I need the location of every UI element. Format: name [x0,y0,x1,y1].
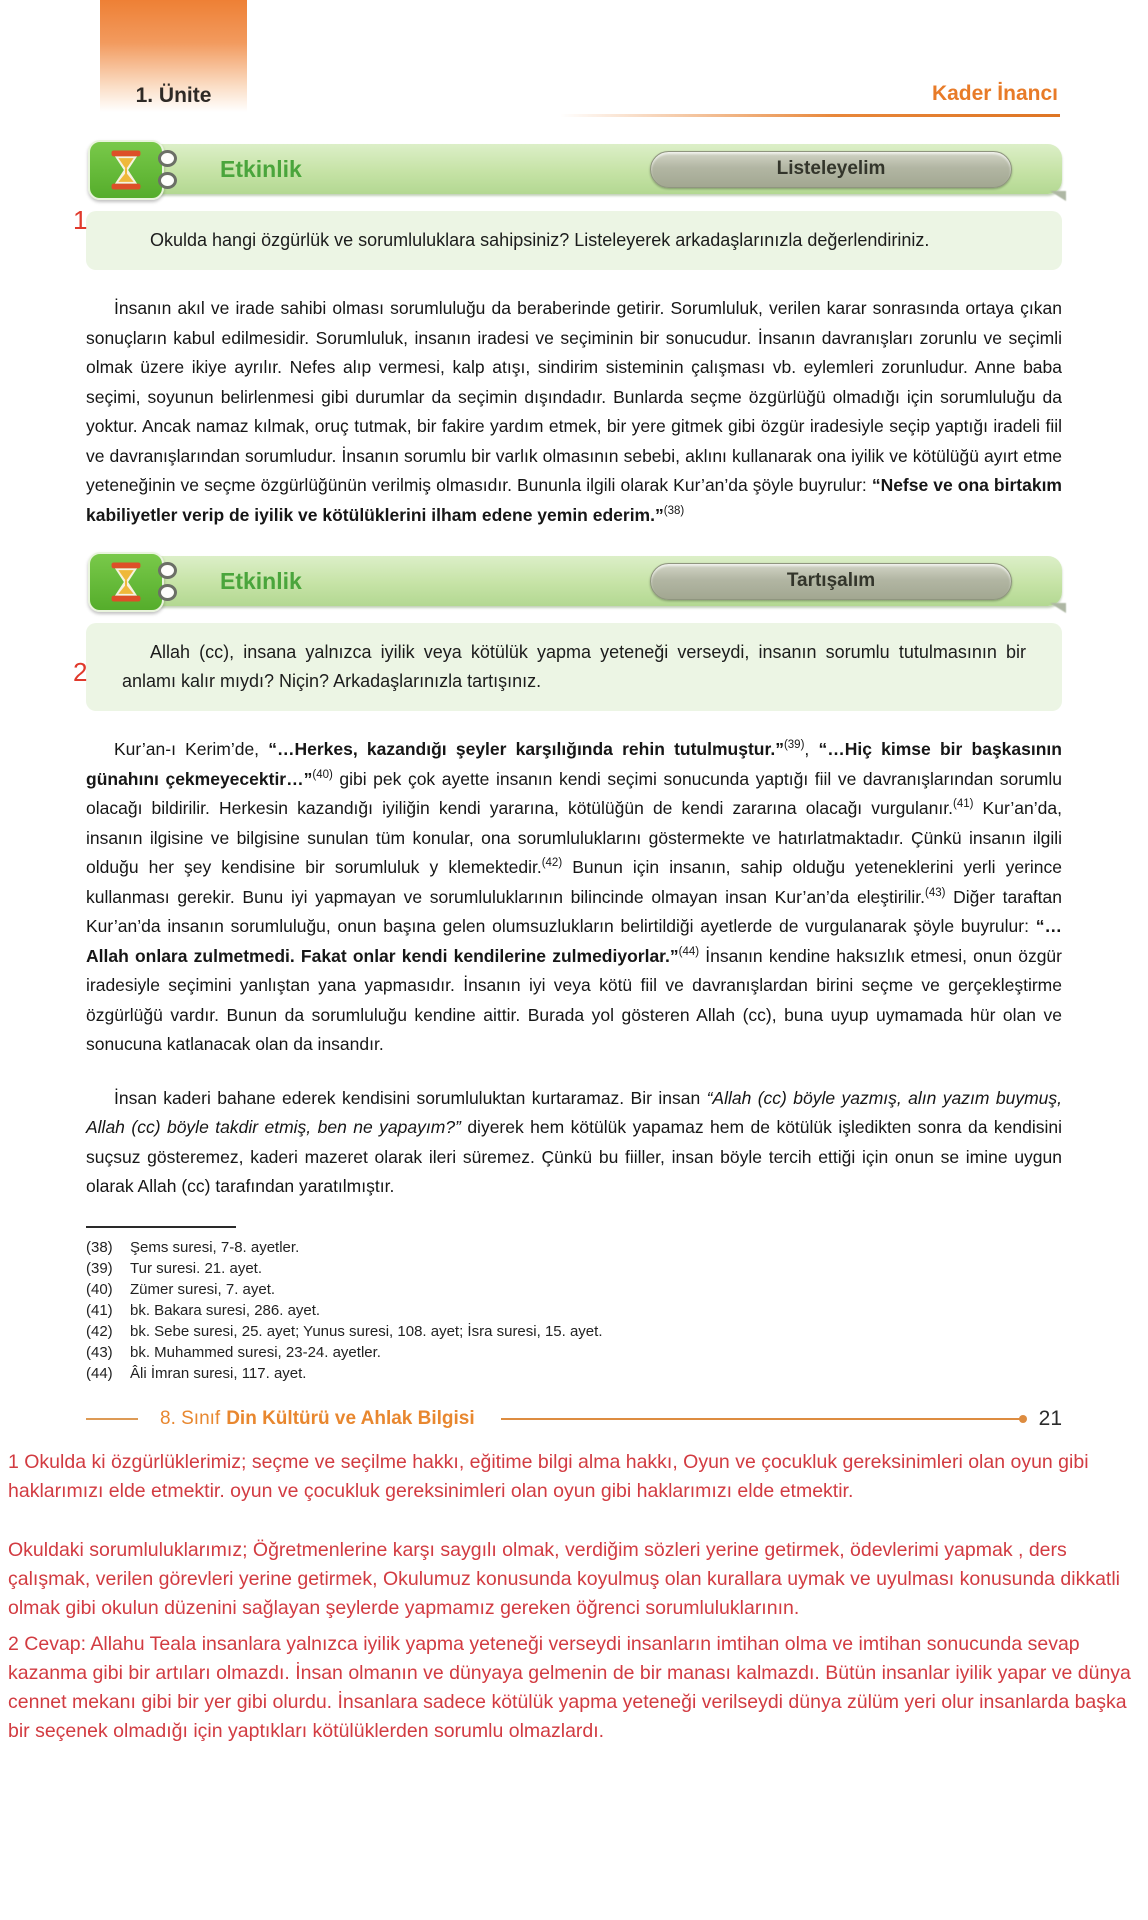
footnote-row [86,1237,1062,1258]
footnote-number: (42) [86,1322,113,1340]
binder-ring-icon [158,584,177,601]
binder-ring-icon [158,150,177,167]
footnote-row [86,1300,1062,1321]
body-paragraph-1: İnsanın akıl ve irade sahibi olması sorumluluğu da beraberinde getirir. Sorumluluk, verilen karar sonrasında ortaya çıkan sonuçların kabul edilmesidir. Sorumluluk, insanın iradesi ve seçiminin bir sonucudur. İnsanın davranışları zorunlu ve seçimli olmak üzere ikiye ayrılır. Nefes alıp vermesi, kalp atışı, sindirim sisteminin çalışması vb. eylemleri zorunludur. Anne baba seçimi, soyunun belirlenmesi gibi durumlar da seçimin dışındadır. Bunlarda seçme özgürlüğü olmadığı için sorumluluğu da yoktur. Ancak namaz kılmak, oruç tutmak, bir fakire yardım etmek, bir yere gitmek gibi özgür iradesiyle seçip yaptığı iradeli fiil ve davranışlarından sorumludur. İnsanın sorumlu bir varlık olmasının sebebi, aklını kullanarak ona iyilik ve kötülüğü ayırt etme yeteneğinin ve seçme özgürlüğünün verilmiş olmasıdır. Bununla ilgili olarak Kur’an’da şöyle buyrulur: “Nefse ve ona birtakım kabiliyetler verip de iyilik ve kötülüklerini ilham edene yemin ederim.”$^{(38)}$ [86,298,1062,525]
footnote-text: bk. Sebe suresi, 25. ayet; Yunus suresi, 108. ayet; İsra suresi, 15. ayet. [130,1322,603,1340]
footnote-row [86,1342,1062,1363]
footnote-text: Zümer suresi, 7. ayet. [130,1280,276,1298]
chapter-title: Kader İnancı [931,82,1058,105]
answer-block-3: 2 Cevap: Allahu Teala insanlara yalnızca iyilik yapma yeteneği verseydi insanların imtihan olma ve imtihan sonucunda sevap kazanma gibi bir artıları olmazdı. İnsan olmanın ve dünyaya gelmenin de bir manası kalmazdı. Bütün insanlar iyilik yapar ve dünya cennet mekanı gibi bir yer gibi olurdu. İnsanlara sadece kötülük yapma yeteneği verilseydi dünya zülüm yeri olur insanlarda başka bir seçenek olmadığı için yaptıkları kötülüklerden sorumlu olmazlardı. [8,1632,1131,1742]
footnote-text: bk. Muhammed suresi, 23-24. ayetler. [130,1343,381,1361]
footnote-number: (38) [86,1238,113,1256]
footer-grade: 8. Sınıf [160,1407,221,1429]
activity-2-button[interactable]: Tartışalım [650,563,1012,600]
footnote-list [86,1237,1062,1384]
footnote-row [86,1363,1062,1384]
footnote-number: (41) [86,1301,113,1319]
answer-block-2: Okuldaki sorumluluklarımız; Öğretmenlerine karşı saygılı olmak, verdiğim sözleri yerine getirmek, ödevlerimi yapmak , ders çalışmak, verilen görevleri yerine getirmek, Okulumuz konusunda koyulmuş olan kurallara uymak ve uyulması konusunda dikkatli olmak gibi okulun düzenini sağlayan şeylerde yapmamız gereken öğrenci sorumluluklarının. [8,1538,1121,1619]
activity-2-header [86,552,1062,610]
footnote-number: (44) [86,1364,113,1382]
activity-1-header [86,140,1062,198]
activity-2-bar [124,556,1062,606]
handwritten-answer-number-1: 1 [73,205,88,235]
footnote-number: (39) [86,1259,113,1277]
footer-rule-right [501,1418,1025,1420]
footnote-row [86,1279,1062,1300]
activity-1-question-text: Okulda hangi özgürlük ve sorumluluklara sahipsiniz? Listeleyerek arkadaşlarınızla değerlendiriniz. [150,230,930,250]
activity-1-label: Etkinlik [220,155,302,182]
footnote-divider [86,1226,236,1228]
footnote-row [86,1258,1062,1279]
activity-1-button[interactable]: Listeleyelim [650,151,1012,188]
handwritten-answer-number-2: 2 [73,657,88,687]
body-paragraph-2: Kur’an-ı Kerim’de, “…Herkes, kazandığı şeyler karşılığında rehin tutulmuştur.”$^{(39)}$, “…Hiç kimse bir başkasının günahını çekmeyecektir…”$^{(40)}$ gibi pek çok ayette insanın kendi seçimi sonucunda yaptığı fiil ve davranışlarından sorumlu olacağı bildirilir. Herkesin kazandığı iyiliğin kendi yararına, kötülüğün de kendi zararına olacağı vurgulanır.$^{(41)}$ Kur’an’da, insanın ilgisine ve bilgisine sunulan tüm konular, ona sorumluluklarını göstermekte ve hatırlatmaktadır. Çünkü insanın ilgili olduğu her şey kendisine bir sorumluluk y klemektedir.$^{(42)}$ Bunun için insanın, sahip olduğu yeteneklerini yerli yerince kullanması gerekir. Bunu iyi yapmayan ve sorumluluklarının bilincinde olmayan insan Kur’an’da eleştirilir.$^{(43)}$ Diğer taraftan Kur’an’da insanın sorumluluğu, onun başına gelen olumsuzlukların belirtildiği ayetlerde de vurgulanarak şöyle buyrulur: “…Allah onlara zulmetmedi. Fakat onlar kendi kendilerine zulmediyorlar.”$^{(44)}$ İnsanın kendine haksızlık etmesi, onun özgür iradesiyle seçimini yanlıştan yana yapmasıdır. İnsanın iyi veya kötü fiil ve davranışlardan birini seçme ve gerçekleştirme özgürlüğü vardır. Bunun da sorumluluğu kendine aittir. Burada yol gösteren Allah (cc), buna uyup uymamada hür olan ve sonucuna katlanacak olan da insandır. [86,739,1063,1054]
activity-1-bar [124,144,1062,194]
binder-ring-icon [158,562,177,579]
activity-2-label: Etkinlik [220,567,302,594]
footnote-number: (40) [86,1280,113,1298]
page-footer [86,1406,1062,1432]
footer-rule-left [86,1418,138,1420]
unit-label: 1. Ünite [135,84,212,107]
page-number: 21 [1038,1406,1062,1430]
page-content [73,0,1063,1432]
footnote-text: Şems suresi, 7-8. ayetler. [130,1238,300,1256]
footnote-row [86,1321,1062,1342]
activity-1-question-box [73,205,1062,270]
footnote-text: Tur suresi. 21. ayet. [130,1259,262,1277]
footnote-text: bk. Bakara suresi, 286. ayet. [130,1301,321,1319]
hourglass-icon [88,552,164,612]
activity-2-question-box [73,623,1062,711]
activity-2-question-text: Allah (cc), insana yalnızca iyilik veya kötülük yapma yeteneği verseydi, insanın sorumlu tutulmasının bir anlamı kalır mıydı? Niçin? Arkadaşlarınızla tartışınız. [122,642,1026,691]
footnote-number: (43) [86,1343,113,1361]
hourglass-icon [88,140,164,200]
footer-course-title: Din Kültürü ve Ahlak Bilgisi [226,1407,475,1429]
footnote-text: Âli İmran suresi, 117. ayet. [130,1364,307,1382]
binder-ring-icon [158,172,177,189]
answer-block-1: 1 Okulda ki özgürlüklerimiz; seçme ve seçilme hakkı, eğitime bilgi alma hakkı, Oyun ve çocukluk gereksinimleri olan oyun gibi haklarımızı elde etmektir. oyun ve çocukluk gereksinimleri olan oyun gibi haklarımızı elde etmektir. [8,1450,1089,1502]
body-paragraph-3: İnsan kaderi bahane ederek kendisini sorumluluktan kurtaramaz. Bir insan “Allah (cc) böyle yazmış, alın yazım buymuş, Allah (cc) böyle takdir etmiş, ben ne yapayım?” diyerek hem kötülük yapamaz hem de kötülük işledikten sonra da kendisini suçsuz gösteremez, kaderi mazeret olarak ileri süremez. Çünkü bu fiiller, insan böyle tercih ettiği için onun se imine uygun olarak Allah (cc) tarafından yaratılmıştır. [86,1087,1062,1196]
student-answers [8,1448,1140,1746]
